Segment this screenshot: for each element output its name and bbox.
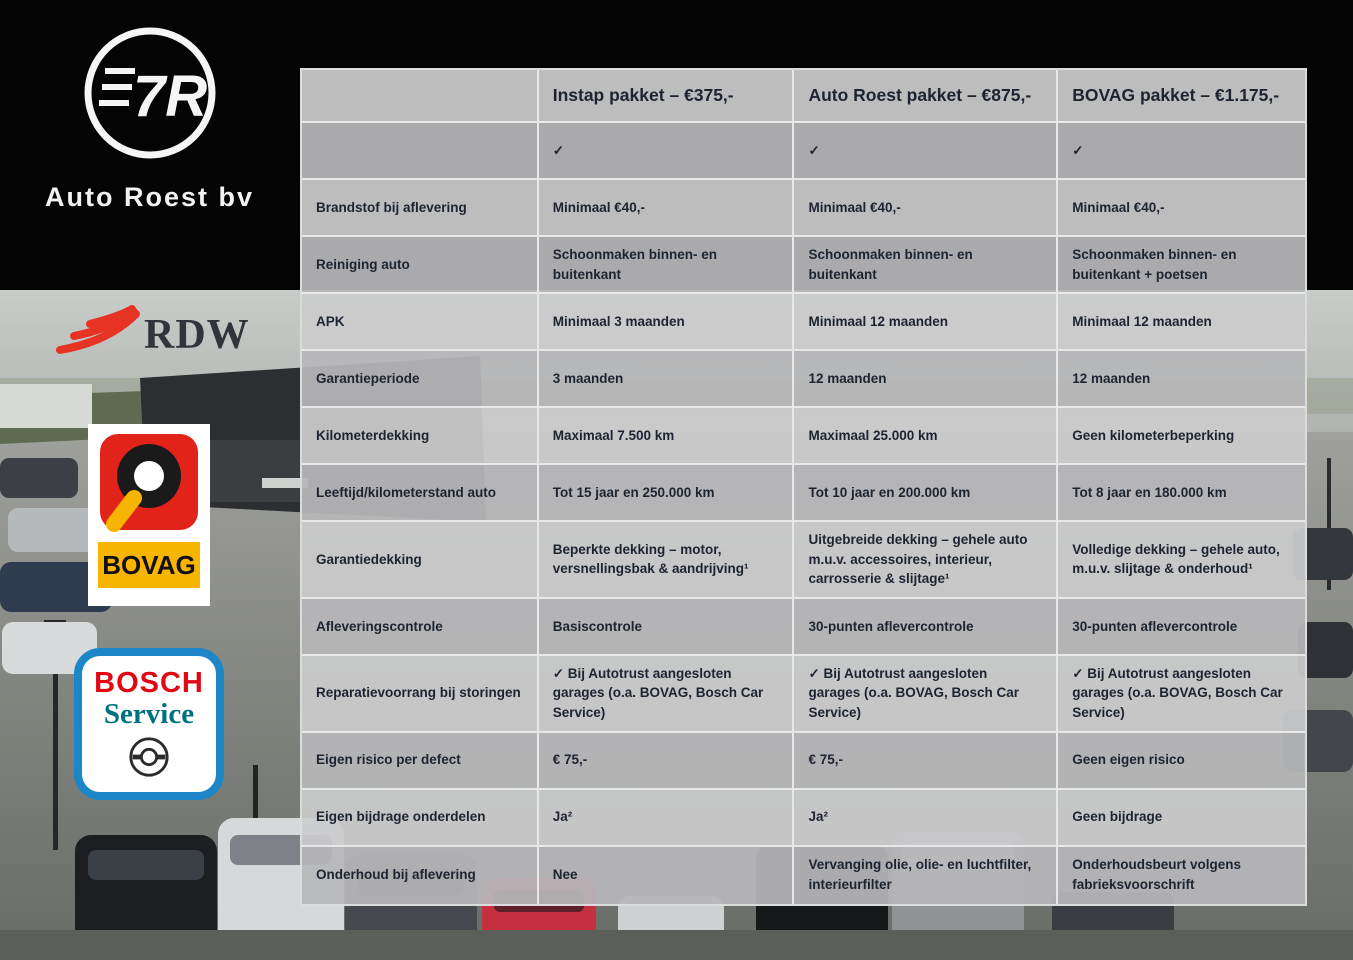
cell: ✓ Bij Autotrust aangesloten garages (o.a. BOVAG, Bosch Car Service) [1058, 656, 1305, 733]
row-leeftijd-kilometerstand [302, 465, 1305, 522]
check-icon: ✓ [539, 123, 795, 180]
bosch-anchor-icon [127, 735, 171, 779]
row-brandstof [302, 180, 1305, 237]
column-header-instap-pakket: Instap pakket – €375,- [539, 70, 795, 123]
cell: Minimaal €40,- [1058, 180, 1305, 237]
logo-mark-text: 7R [132, 64, 207, 129]
row-garantiedekking [302, 522, 1305, 599]
row-included-check [302, 123, 1305, 180]
cell: Maximaal 7.500 km [539, 408, 795, 465]
cell: Uitgebreide dekking – gehele auto m.u.v. accessoires, interieur, carrosserie & slijtage¹ [794, 522, 1058, 599]
cell: 3 maanden [539, 351, 795, 408]
row-label: Afleveringscontrole [302, 599, 539, 656]
bosch-wordmark: BOSCH [94, 666, 204, 699]
cell: Minimaal 12 maanden [794, 294, 1058, 351]
bovag-logo [88, 424, 210, 611]
cell: ✓ Bij Autotrust aangesloten garages (o.a. BOVAG, Bosch Car Service) [539, 656, 795, 733]
cell: Tot 8 jaar en 180.000 km [1058, 465, 1305, 522]
cell: € 75,- [539, 733, 795, 790]
bovag-wordmark: BOVAG [102, 550, 196, 580]
row-afleveringscontrole [302, 599, 1305, 656]
table-header-row [302, 70, 1305, 123]
cell: Schoonmaken binnen- en buitenkant [794, 237, 1058, 294]
cell: € 75,- [794, 733, 1058, 790]
check-icon: ✓ [794, 123, 1058, 180]
cell: Ja² [539, 790, 795, 847]
row-garantieperiode [302, 351, 1305, 408]
cell: Onderhoudsbeurt volgens fabrieksvoorschrift [1058, 847, 1305, 904]
row-label: Kilometerdekking [302, 408, 539, 465]
rdw-wing-icon [50, 302, 142, 368]
cell: 12 maanden [794, 351, 1058, 408]
cell: 30-punten aflevercontrole [1058, 599, 1305, 656]
row-label: Garantieperiode [302, 351, 539, 408]
row-label [302, 123, 539, 180]
row-eigen-bijdrage [302, 790, 1305, 847]
cell: Maximaal 25.000 km [794, 408, 1058, 465]
row-onderhoud [302, 847, 1305, 904]
cell: ✓ Bij Autotrust aangesloten garages (o.a. BOVAG, Bosch Car Service) [794, 656, 1058, 733]
column-header-bovag-pakket: BOVAG pakket – €1.175,- [1058, 70, 1305, 123]
row-eigen-risico [302, 733, 1305, 790]
cell: Volledige dekking – gehele auto, m.u.v. slijtage & onderhoud¹ [1058, 522, 1305, 599]
rdw-wordmark: RDW [144, 312, 250, 358]
cell: Vervanging olie, olie- en luchtfilter, interieurfilter [794, 847, 1058, 904]
cell: Geen bijdrage [1058, 790, 1305, 847]
cell: Geen kilometerbeperking [1058, 408, 1305, 465]
check-icon: ✓ [1058, 123, 1305, 180]
bosch-service-wordmark: Service [103, 697, 195, 730]
cell: Minimaal €40,- [539, 180, 795, 237]
bovag-emblem-icon [88, 424, 210, 606]
package-comparison-table [300, 68, 1307, 906]
row-reparatievoorrang [302, 656, 1305, 733]
cell: Minimaal 12 maanden [1058, 294, 1305, 351]
row-label: Brandstof bij aflevering [302, 180, 539, 237]
cell: Geen eigen risico [1058, 733, 1305, 790]
cell: Schoonmaken binnen- en buitenkant + poetsen [1058, 237, 1305, 294]
row-label: APK [302, 294, 539, 351]
cell: Tot 15 jaar en 250.000 km [539, 465, 795, 522]
cell: Nee [539, 847, 795, 904]
cell: Minimaal 3 maanden [539, 294, 795, 351]
cell: Basiscontrole [539, 599, 795, 656]
row-apk [302, 294, 1305, 351]
company-name: Auto Roest bv [44, 182, 254, 212]
column-header-labels [302, 70, 539, 123]
row-reiniging [302, 237, 1305, 294]
row-label: Eigen risico per defect [302, 733, 539, 790]
row-label: Reparatievoorrang bij storingen [302, 656, 539, 733]
cell: 30-punten aflevercontrole [794, 599, 1058, 656]
cell: Schoonmaken binnen- en buitenkant [539, 237, 795, 294]
row-label: Leeftijd/kilometerstand auto [302, 465, 539, 522]
cell: Ja² [794, 790, 1058, 847]
row-label: Eigen bijdrage onderdelen [302, 790, 539, 847]
cell: Beperkte dekking – motor, versnellingsbak & aandrijving¹ [539, 522, 795, 599]
row-kilometerdekking [302, 408, 1305, 465]
row-label: Onderhoud bij aflevering [302, 847, 539, 904]
auto-roest-logo-icon [75, 18, 225, 168]
rdw-logo [50, 302, 250, 368]
row-label: Reiniging auto [302, 237, 539, 294]
brand-block [32, 18, 267, 213]
bosch-service-logo [74, 648, 224, 800]
column-header-auto-roest-pakket: Auto Roest pakket – €875,- [794, 70, 1058, 123]
cell: 12 maanden [1058, 351, 1305, 408]
row-label: Garantiedekking [302, 522, 539, 599]
cell: Tot 10 jaar en 200.000 km [794, 465, 1058, 522]
cell: Minimaal €40,- [794, 180, 1058, 237]
